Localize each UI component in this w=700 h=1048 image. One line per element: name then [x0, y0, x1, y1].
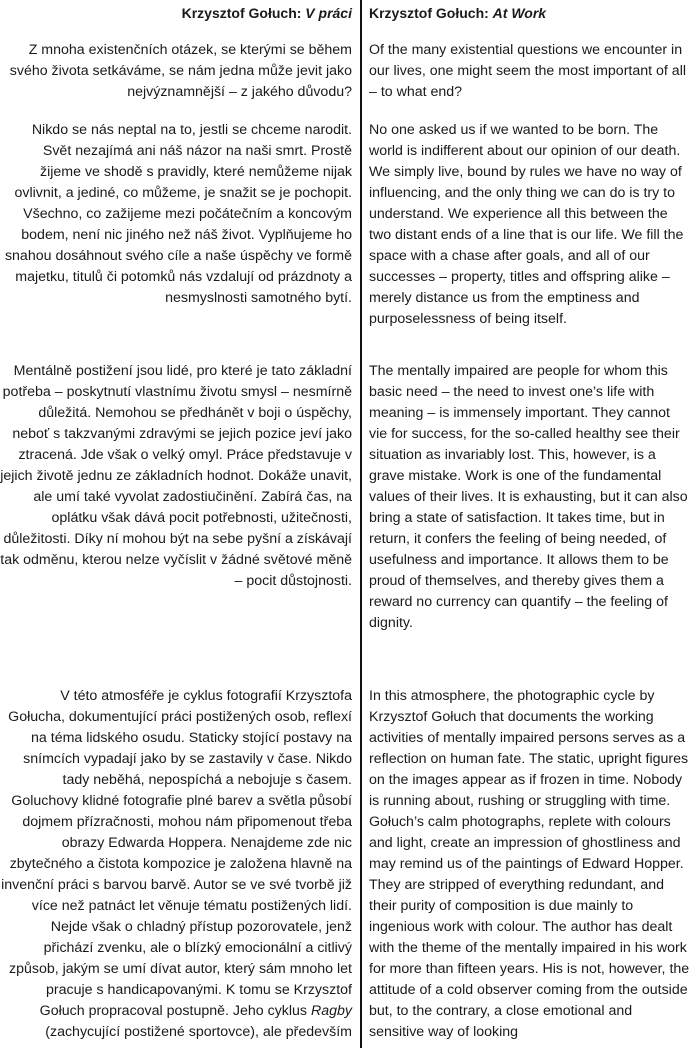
- english-title-work: At Work: [492, 5, 547, 21]
- english-title: [369, 5, 546, 21]
- czech-paragraph-4-tail: (zachycující postižené sportovce), ale především: [45, 1024, 352, 1040]
- czech-paragraph-4-title: Ragby: [310, 1003, 352, 1019]
- english-paragraph-3: The mentally impaired are people for whom this basic need – the need to invest one’s life with meaning – is immensely important. They cannot vie for success, for the so-called healthy see their situation as invariably lost. This, however, is a grave mistake. Work is one of the fundamental values of their lives. It is exhausting, but it can also bring a state of satisfaction. It takes time, but in return, it confers the feeling of being needed, of usefulness and importance. It allows them to be proud of themselves, and thereby gives them a reward no currency can quantify – the feeling of dignity.: [369, 363, 688, 631]
- english-title-author: Krzysztof Gołuch:: [369, 5, 489, 21]
- czech-paragraph-1: Z mnoha existenčních otázek, se kterými se během svého života setkáváme, se nám jedna může jevit jako nejvýznamnější – z jakého důvodu?: [9, 42, 352, 100]
- english-paragraph-2: No one asked us if we wanted to be born. The world is indifferent about our opinion of our death. We simply live, bound by rules we have no way of influencing, and the only thing we can do is try to understand. We experience all this between the two distant ends of a line that is our life. We fill the space with a chase after goals, and all of our successes – property, titles and offspring alike – merely distance us from the emptiness and purposelessness of being itself.: [369, 122, 684, 327]
- english-paragraph-1: Of the many existential questions we encounter in our lives, one might seem the most important of all – to what end?: [369, 42, 686, 100]
- czech-paragraph-4: [0, 686, 352, 1043]
- column-divider: [360, 0, 362, 1048]
- czech-paragraph-4-text: V této atmosféře je cyklus fotografií Krzysztofa Gołucha, dokumentující práci postižených osob, reflexí na téma lidského osudu. Staticky stojící postavy na snímcích vypadají jako by se zastavily v čase. Nikdo tady neběhá, nepospíchá a nebojuje s časem. Goluchovy klidné fotografie plné barev a světla působí dojmem přízračnosti, mohou nám připomenout třeba obrazy Edwarda Hoppera. Nenajdeme zde nic zbytečného a čistota kompozice je založena hlavně na invenční práci s barvou barvě. Autor se ve své tvorbě již více než patnáct let věnuje tématu postižených lidí. Nejde však o chladný přístup pozorovatele, jenž přichází zvenku, ale o blízký emocionální a citlivý způsob, jakým se umí dívat autor, který sám mnoho let pracuje s handicapovanými. K tomu se Krzysztof Gołuch propracoval postupně. Jeho cyklus: [1, 688, 352, 1019]
- czech-paragraph-3: Mentálně postižení jsou lidé, pro které je tato základní potřeba – poskytnutí vlastnímu životu smysl – nesmírně důležitá. Nemohou se předhánět v boji o úspěchy, neboť s takzvanými zdravými se jejich pozice jeví jako ztracená. Jde však o velký omyl. Práce představuje v jejich životě jednu ze základních hodnot. Dokáže unavit, ale umí také vyvolat zadostiučinění. Zabírá čas, na oplátku však dává pocit potřebnosti, užitečnosti, důležitosti. Díky ní mohou být na sebe pyšní a získávají tak odměnu, kterou nelze vyčíslit v žádné světové měně – pocit důstojnosti.: [0, 363, 352, 589]
- czech-title: [182, 5, 352, 21]
- english-paragraph-4: In this atmosphere, the photographic cycle by Krzysztof Gołuch that documents the working activities of mentally impaired persons serves as a reflection on human fate. The static, upright figures on the images appear as if frozen in time. Nobody is running about, rushing or struggling with time. Gołuch’s calm photographs, replete with colours and light, create an impression of ghostliness and may remind us of the paintings of Edward Hopper. They are stripped of everything redundant, and their purity of composition is due mainly to ingenious work with colour. The author has dealt with the theme of the mentally impaired in his work for more than fifteen years. His is not, however, the attitude of a cold observer coming from the outside but, to the contrary, a close emotional and sensitive way of looking: [369, 688, 690, 1040]
- czech-title-author: Krzysztof Gołuch:: [181, 5, 302, 21]
- czech-title-work: V práci: [305, 5, 352, 21]
- czech-paragraph-2: Nikdo se nás neptal na to, jestli se chceme narodit. Svět nezajímá ani náš názor na naši smrt. Prostě žijeme ve shodě s pravidly, které nemůžeme nijak ovlivnit, a jediné, co můžeme, je snažit se je pochopit. Všechno, co zažijeme mezi počátečním a koncovým bodem, není nic jiného než náš život. Vyplňujeme ho snahou dosáhnout svého cíle a naše úspěchy ve formě majetku, titulů či potomků nás vzdalují od prázdnoty a nesmyslnosti samotného bytí.: [4, 122, 352, 306]
